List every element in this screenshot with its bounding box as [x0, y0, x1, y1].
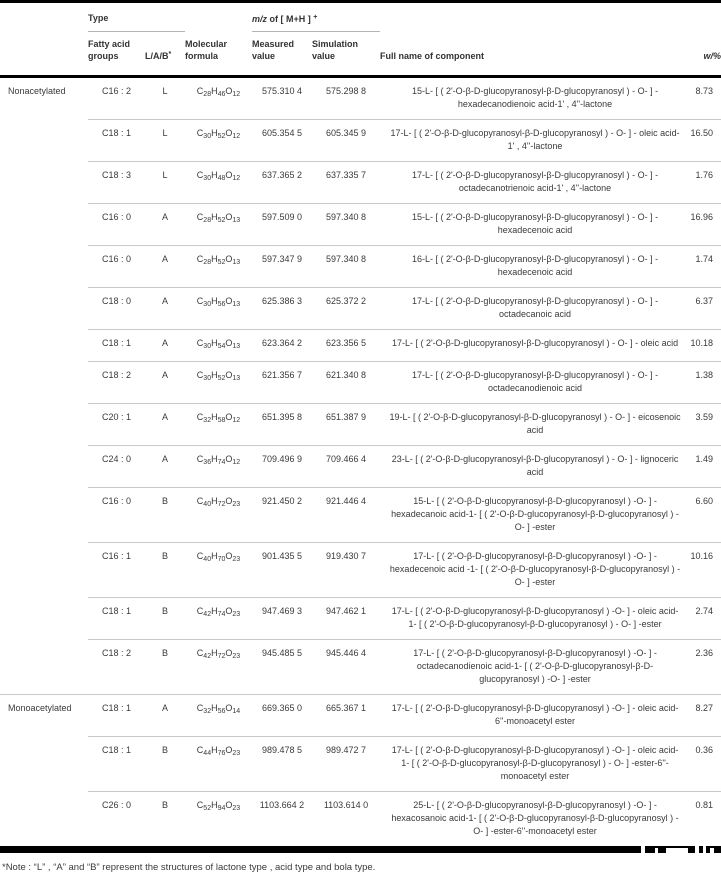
fatty-acid-group-cell: C20 : 1 — [88, 404, 145, 446]
header-group-row — [0, 3, 721, 32]
measured-value-cell: 625.386 3 — [252, 288, 312, 330]
molecular-formula-cell: $C_{40}H_{72}O_{23}$ — [185, 488, 252, 543]
table-row — [0, 77, 721, 120]
structure-type-cell: B — [145, 737, 185, 792]
molecular-formula-cell: $C_{44}H_{76}O_{23}$ — [185, 737, 252, 792]
measured-value-cell: 605.354 5 — [252, 120, 312, 162]
bottom-rule-notch — [703, 846, 706, 853]
simulation-value-cell: 637.335 7 — [312, 162, 380, 204]
bottom-rule-notch — [666, 848, 688, 853]
table-row — [0, 737, 721, 792]
simulation-value-cell: 947.462 1 — [312, 598, 380, 640]
table-row — [0, 598, 721, 640]
mz-superscript: + — [313, 14, 318, 21]
component-full-name-cell: 17-L- [ ( 2'-O-β-D-glucopyranosyl-β-D-glucopyranosyl ) -O- ] - oleic acid-1- [ ( 2'-O-β-D-glucopyranosyl-β-D-glucopyranosyl ) - O- ] -ester-6''-monoacetyl ester — [380, 737, 690, 792]
mass-fraction-cell: 6.37 — [690, 288, 721, 330]
table-row — [0, 695, 721, 737]
col-header-molecular-formula: Molecular formula — [185, 32, 252, 77]
fatty-acid-group-cell: C18 : 0 — [88, 288, 145, 330]
structure-type-cell: A — [145, 446, 185, 488]
mass-fraction-cell: 0.36 — [690, 737, 721, 792]
measured-value-cell: 945.485 5 — [252, 640, 312, 695]
component-full-name-cell: 15-L- [ ( 2'-O-β-D-glucopyranosyl-β-D-glucopyranosyl ) - O- ] - hexadecenoic acid — [380, 204, 690, 246]
structure-type-cell: A — [145, 695, 185, 737]
simulation-value-cell: 919.430 7 — [312, 543, 380, 598]
measured-value-cell: 621.356 7 — [252, 362, 312, 404]
header-empty — [690, 3, 721, 32]
section-monoacetylated — [0, 695, 721, 847]
simulation-value-cell: 575.298 8 — [325, 86, 367, 96]
bottom-rule-notch — [695, 846, 699, 853]
mass-fraction-cell: 0.81 — [690, 792, 721, 847]
simulation-value-cell: 989.472 7 — [312, 737, 380, 792]
mass-fraction-cell: 16.50 — [690, 120, 721, 162]
mass-fraction-cell: 1.49 — [690, 446, 721, 488]
header-empty — [0, 3, 88, 32]
structure-type-cell: A — [145, 288, 185, 330]
simulation-value-cell: 651.387 9 — [312, 404, 380, 446]
simulation-value-cell: 597.340 8 — [312, 204, 380, 246]
simulation-value-cell: 921.446 4 — [312, 488, 380, 543]
component-full-name-cell: 17-L- [ ( 2'-O-β-D-glucopyranosyl-β-D-glucopyranosyl ) -O- ] - hexadecenoic acid -1- [ ( 2'-O-β-D-glucopyranosyl-β-D-glucopyranosyl ) -O- ] -ester — [380, 543, 690, 598]
measured-value-cell: 709.496 9 — [252, 446, 312, 488]
bottom-rule-notch — [655, 848, 658, 853]
fatty-acid-group-cell: C18 : 1 — [88, 120, 145, 162]
component-full-name-cell: 15-L- [ ( 2'-O-β-D-glucopyranosyl-β-D-glucopyranosyl ) -O- ] - hexadecanoic acid-1- [ ( 2'-O-β-D-glucopyranosyl-β-D-glucopyranosyl ) -O- ] -ester — [380, 488, 690, 543]
simulation-value-cell: 597.340 8 — [312, 246, 380, 288]
table-row — [0, 404, 721, 446]
component-full-name-cell: 17-L- [ ( 2'-O-β-D-glucopyranosyl-β-D-glucopyranosyl ) - O- ] - octadecanodienoic acid — [380, 362, 690, 404]
component-full-name-cell: 15-L- [ ( 2'-O-β-D-glucopyranosyl-β-D-glucopyranosyl ) - O- ] - hexadecanodienoic acid-1' , 4''-lactone — [411, 86, 659, 109]
structure-type-cell: A — [145, 330, 185, 362]
col-header-mass-fraction: w/% — [690, 32, 721, 77]
mz-rest: of [ M+H ] — [267, 14, 314, 24]
measured-value-cell: 947.469 3 — [252, 598, 312, 640]
structure-type-cell: B — [145, 792, 185, 847]
molecular-formula-cell: $C_{30}H_{48}O_{12}$ — [185, 162, 252, 204]
sophorolipid-component-table — [0, 3, 721, 846]
fatty-acid-group-cell: C16 : 0 — [88, 246, 145, 288]
fatty-acid-group-cell: C26 : 0 — [88, 792, 145, 847]
table-row — [0, 362, 721, 404]
fatty-acid-group-cell: C16 : 2 — [101, 86, 132, 96]
simulation-value-cell: 623.356 5 — [312, 330, 380, 362]
simulation-value-cell: 1103.614 0 — [312, 792, 380, 847]
molecular-formula-cell: $C_{40}H_{70}O_{23}$ — [185, 543, 252, 598]
fatty-acid-group-cell: C24 : 0 — [88, 446, 145, 488]
fatty-acid-group-cell: C16 : 0 — [88, 488, 145, 543]
fatty-acid-group-cell: C16 : 1 — [88, 543, 145, 598]
measured-value-cell: 669.365 0 — [252, 695, 312, 737]
header-group-mz — [252, 3, 380, 32]
structure-type-cell: A — [145, 246, 185, 288]
header-group-type — [88, 3, 185, 32]
lab-superscript: * — [168, 51, 172, 58]
fatty-acid-group-cell: C18 : 3 — [88, 162, 145, 204]
table-row — [0, 330, 721, 362]
fatty-acid-group-cell: C16 : 0 — [88, 204, 145, 246]
mz-italic: m/z — [252, 14, 268, 24]
measured-value-cell: 637.365 2 — [252, 162, 312, 204]
structure-type-cell: B — [145, 543, 185, 598]
measured-value-cell: 575.310 4 — [261, 86, 303, 96]
table-row — [0, 640, 721, 695]
component-full-name-cell: 25-L- [ ( 2'-O-β-D-glucopyranosyl-β-D-glucopyranosyl ) -O- ] - hexacosanoic acid-1- [ ( 2'-O-β-D-glucopyranosyl-β-D-glucopyranosyl ) -O- ] -ester-6''-monoacetyl ester — [380, 792, 690, 847]
type-group-label: Type — [88, 13, 109, 23]
table-footnote: *Note : “L” , “A” and “B” represent the structures of lactone type , acid type and bola type. — [2, 862, 376, 873]
component-full-name-cell: 17-L- [ ( 2'-O-β-D-glucopyranosyl-β-D-glucopyranosyl ) - O- ] - octadecanoic acid — [380, 288, 690, 330]
measured-value-cell: 597.509 0 — [252, 204, 312, 246]
molecular-formula-cell: $C_{32}H_{58}O_{12}$ — [185, 404, 252, 446]
simulation-value-cell: 665.367 1 — [312, 695, 380, 737]
structure-type-cell: L — [145, 162, 185, 204]
molecular-formula-cell: $C_{42}H_{72}O_{23}$ — [185, 640, 252, 695]
structure-type-cell: B — [145, 640, 185, 695]
structure-type-cell: A — [145, 204, 185, 246]
molecular-formula-cell: $C_{30}H_{56}O_{13}$ — [185, 288, 252, 330]
fatty-acid-group-cell: C18 : 1 — [88, 737, 145, 792]
measured-value-cell: 989.478 5 — [252, 737, 312, 792]
table-row — [0, 792, 721, 847]
table-row — [0, 446, 721, 488]
molecular-formula-cell: $C_{32}H_{56}O_{14}$ — [185, 695, 252, 737]
component-full-name-cell: 17-L- [ ( 2'-O-β-D-glucopyranosyl-β-D-glucopyranosyl ) -O- ] - oleic acid-6''-monoacetyl ester — [380, 695, 690, 737]
component-full-name-cell: 16-L- [ ( 2'-O-β-D-glucopyranosyl-β-D-glucopyranosyl ) - O- ] - hexadecenoic acid — [380, 246, 690, 288]
table-row — [0, 162, 721, 204]
mass-fraction-cell: 8.73 — [695, 86, 714, 96]
component-full-name-cell: 17-L- [ ( 2'-O-β-D-glucopyranosyl-β-D-glucopyranosyl ) -O- ] - oleic acid-1- [ ( 2'-O-β-D-glucopyranosyl-β-D-glucopyranosyl ) - O- ] -ester — [380, 598, 690, 640]
component-full-name-cell: 17-L- [ ( 2'-O-β-D-glucopyranosyl-β-D-glucopyranosyl ) -O- ] - octadecanodienoic acid-1- [ ( 2'-O-β-D-glucopyranosyl-β-D-glucopyranosyl ) -O- ] -ester — [380, 640, 690, 695]
header-empty — [185, 3, 252, 32]
molecular-formula-cell: $C_{28}H_{52}O_{13}$ — [185, 204, 252, 246]
table-row — [0, 120, 721, 162]
molecular-formula-cell: $C_{30}H_{52}O_{12}$ — [185, 120, 252, 162]
component-full-name-cell: 17-L- [ ( 2'-O-β-D-glucopyranosyl-β-D-glucopyranosyl ) - O- ] - oleic acid — [380, 330, 690, 362]
mass-fraction-cell: 1.76 — [690, 162, 721, 204]
col-header-lab: L/A/B* — [145, 32, 185, 77]
molecular-formula-cell: $C_{36}H_{74}O_{12}$ — [185, 446, 252, 488]
mass-fraction-cell: 3.59 — [690, 404, 721, 446]
table-row — [0, 488, 721, 543]
structure-type-cell: L — [145, 120, 185, 162]
fatty-acid-group-cell: C18 : 1 — [88, 598, 145, 640]
measured-value-cell: 1103.664 2 — [252, 792, 312, 847]
measured-value-cell: 651.395 8 — [252, 404, 312, 446]
mass-fraction-cell: 1.74 — [690, 246, 721, 288]
measured-value-cell: 597.347 9 — [252, 246, 312, 288]
table-header — [0, 3, 721, 77]
fatty-acid-group-cell: C18 : 1 — [88, 695, 145, 737]
simulation-value-cell: 709.466 4 — [312, 446, 380, 488]
structure-type-cell: B — [145, 598, 185, 640]
fatty-acid-group-cell: C18 : 2 — [88, 640, 145, 695]
structure-type-cell: B — [145, 488, 185, 543]
simulation-value-cell: 625.372 2 — [312, 288, 380, 330]
mass-fraction-cell: 8.27 — [690, 695, 721, 737]
header-empty — [0, 32, 88, 77]
section-type-label: Nonacetylated — [8, 86, 66, 96]
col-header-fatty-acid-groups: Fatty acid groups — [88, 32, 145, 77]
table-bottom-rule — [0, 846, 721, 853]
header-column-row — [0, 32, 721, 77]
mass-fraction-cell: 16.96 — [690, 204, 721, 246]
section-type-label: Monoacetylated — [0, 695, 88, 847]
mass-fraction-cell: 6.60 — [690, 488, 721, 543]
structure-type-cell: A — [145, 362, 185, 404]
measured-value-cell: 921.450 2 — [252, 488, 312, 543]
component-full-name-cell: 17-L- [ ( 2'-O-β-D-glucopyranosyl-β-D-glucopyranosyl ) - O- ] - oleic acid-1' , 4''-lactone — [380, 120, 690, 162]
molecular-formula-cell: $C_{28}H_{46}O_{12}$ — [196, 86, 241, 98]
mass-fraction-cell: 2.74 — [690, 598, 721, 640]
component-full-name-cell: 19-L- [ ( 2'-O-β-D-glucopyranosyl-β-D-glucopyranosyl ) - O- ] - eicosenoic acid — [380, 404, 690, 446]
col-header-simulation-value: Simulation value — [312, 32, 380, 77]
structure-type-cell: A — [145, 404, 185, 446]
molecular-formula-cell: $C_{52}H_{94}O_{23}$ — [185, 792, 252, 847]
component-full-name-cell: 17-L- [ ( 2'-O-β-D-glucopyranosyl-β-D-glucopyranosyl ) - O- ] - octadecanotrienoic acid-1' , 4''-lactone — [380, 162, 690, 204]
mass-fraction-cell: 10.18 — [690, 330, 721, 362]
simulation-value-cell: 945.446 4 — [312, 640, 380, 695]
bottom-rule-notch — [710, 848, 714, 853]
mass-fraction-cell: 2.36 — [690, 640, 721, 695]
table-row — [0, 246, 721, 288]
measured-value-cell: 901.435 5 — [252, 543, 312, 598]
fatty-acid-group-cell: C18 : 2 — [88, 362, 145, 404]
simulation-value-cell: 621.340 8 — [312, 362, 380, 404]
table-row — [0, 288, 721, 330]
measured-value-cell: 623.364 2 — [252, 330, 312, 362]
table-row — [0, 543, 721, 598]
header-empty — [380, 3, 690, 32]
mass-fraction-cell: 10.16 — [690, 543, 721, 598]
component-full-name-cell: 23-L- [ ( 2'-O-β-D-glucopyranosyl-β-D-glucopyranosyl ) - O- ] - lignoceric acid — [380, 446, 690, 488]
col-header-measured-value: Measured value — [252, 32, 312, 77]
structure-type-cell: L — [162, 86, 168, 96]
molecular-formula-cell: $C_{28}H_{52}O_{13}$ — [185, 246, 252, 288]
molecular-formula-cell: $C_{42}H_{74}O_{23}$ — [185, 598, 252, 640]
mass-fraction-cell: 1.38 — [690, 362, 721, 404]
bottom-rule-notch — [641, 846, 645, 853]
table-row — [0, 204, 721, 246]
simulation-value-cell: 605.345 9 — [312, 120, 380, 162]
col-header-full-name: Full name of component — [380, 32, 690, 77]
molecular-formula-cell: $C_{30}H_{52}O_{13}$ — [185, 362, 252, 404]
molecular-formula-cell: $C_{30}H_{54}O_{13}$ — [185, 330, 252, 362]
fatty-acid-group-cell: C18 : 1 — [88, 330, 145, 362]
section-nonacetylated — [0, 77, 721, 695]
